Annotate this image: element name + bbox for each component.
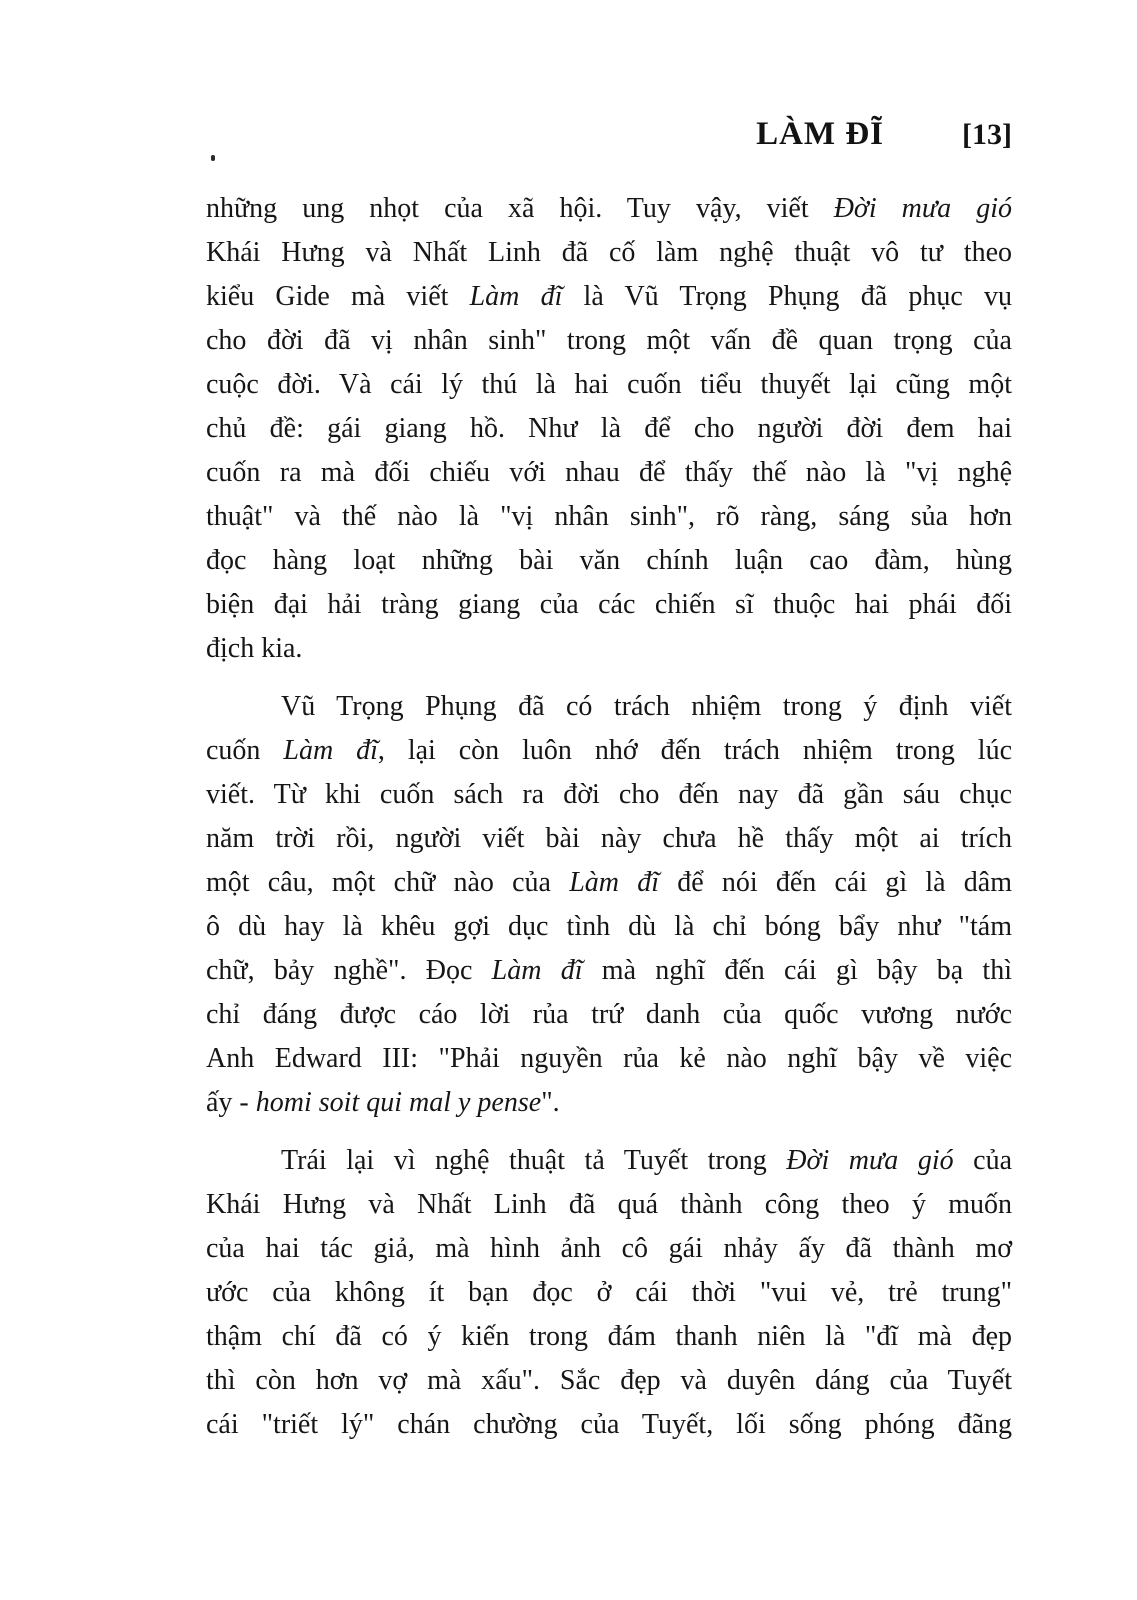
text-line <box>206 905 1012 949</box>
text-line <box>206 627 1012 671</box>
text-line <box>206 319 1012 363</box>
text-segment: mà nghĩ đến cái gì bậy bạ thì <box>582 955 1012 986</box>
text-line <box>206 861 1012 905</box>
page-header <box>206 116 1012 153</box>
text-segment: chủ đề: gái giang hồ. Như là để cho người đời đem hai <box>206 413 1012 444</box>
text-line <box>206 539 1012 583</box>
text-line <box>206 1359 1012 1403</box>
text-segment: cuộc đời. Và cái lý thú là hai cuốn tiểu thuyết lại cũng một <box>206 369 1012 400</box>
text-segment: địch kia. <box>206 633 303 664</box>
text-line <box>206 231 1012 275</box>
text-segment: cái "triết lý" chán chường của Tuyết, lối sống phóng đãng <box>206 1409 1012 1440</box>
text-segment: chữ, bảy nghề". Đọc <box>206 955 492 986</box>
text-line <box>206 187 1012 231</box>
text-line <box>206 773 1012 817</box>
text-segment: , lại còn luôn nhớ đến trách nhiệm trong lúc <box>377 735 1012 766</box>
text-segment: của hai tác giả, mà hình ảnh cô gái nhảy ấy đã thành mơ <box>206 1233 1012 1264</box>
text-segment: viết. Từ khi cuốn sách ra đời cho đến nay đã gần sáu chục <box>206 779 1012 810</box>
text-segment: Vũ Trọng Phụng đã có trách nhiệm trong ý định viết <box>281 691 1012 722</box>
text-line <box>206 451 1012 495</box>
text-line <box>206 1403 1012 1447</box>
text-line <box>206 949 1012 993</box>
italic-title-segment: Làm đĩ <box>569 867 659 898</box>
text-segment: ước của không ít bạn đọc ở cái thời "vui vẻ, trẻ trung" <box>206 1277 1012 1308</box>
text-segment: Khái Hưng và Nhất Linh đã quá thành công theo ý muốn <box>206 1189 1012 1220</box>
italic-title-segment: Làm đĩ <box>469 281 563 312</box>
paragraph <box>206 685 1012 1125</box>
italic-title-segment: Làm đĩ <box>283 735 378 766</box>
scan-artifact-dot <box>211 155 215 161</box>
running-title: LÀM ĐĨ <box>756 116 885 152</box>
text-segment: Khái Hưng và Nhất Linh đã cố làm nghệ thuật vô tư theo <box>206 237 1012 268</box>
text-line <box>206 729 1012 773</box>
italic-title-segment: Đời mưa gió <box>786 1145 954 1176</box>
text-line <box>206 583 1012 627</box>
text-segment: ô dù hay là khêu gợi dục tình dù là chỉ bóng bẩy như "tám <box>206 911 1012 942</box>
text-line <box>206 275 1012 319</box>
text-segment: thuật" và thế nào là "vị nhân sinh", rõ ràng, sáng sủa hơn <box>206 501 1012 532</box>
text-segment: để nói đến cái gì là dâm <box>658 867 1012 898</box>
text-line <box>206 1081 1012 1125</box>
text-segment: của <box>953 1145 1013 1176</box>
text-line <box>206 1037 1012 1081</box>
text-segment: thì còn hơn vợ mà xấu". Sắc đẹp và duyên dáng của Tuyết <box>206 1365 1012 1396</box>
text-segment: biện đại hải tràng giang của các chiến sĩ thuộc hai phái đối <box>206 589 1012 620</box>
text-segment: cuốn ra mà đối chiếu với nhau để thấy thế nào là "vị nghệ <box>206 457 1012 488</box>
text-line <box>206 495 1012 539</box>
text-segment: thậm chí đã có ý kiến trong đám thanh niên là "đĩ mà đẹp <box>206 1321 1012 1352</box>
text-line <box>206 1271 1012 1315</box>
italic-title-segment: homi soit qui mal y pense <box>255 1087 542 1118</box>
text-segment: cho đời đã vị nhân sinh" trong một vấn đề quan trọng của <box>206 325 1012 356</box>
text-segment: là Vũ Trọng Phụng đã phục vụ <box>562 281 1012 312</box>
text-line <box>206 407 1012 451</box>
text-line <box>206 1183 1012 1227</box>
paragraph <box>206 187 1012 671</box>
text-segment: ấy - <box>206 1087 256 1118</box>
text-line <box>206 817 1012 861</box>
text-segment: chỉ đáng được cáo lời rủa trứ danh của quốc vương nước <box>206 999 1012 1030</box>
text-line <box>206 1139 1012 1183</box>
text-line <box>206 685 1012 729</box>
text-segment: cuốn <box>206 735 284 766</box>
paragraph <box>206 1139 1012 1447</box>
text-segment: năm trời rồi, người viết bài này chưa hề thấy một ai trích <box>206 823 1012 854</box>
page-number: [13] <box>962 118 1012 151</box>
text-line <box>206 1315 1012 1359</box>
text-segment: ". <box>541 1087 560 1118</box>
page-body <box>206 187 1012 1447</box>
text-segment: đọc hàng loạt những bài văn chính luận cao đàm, hùng <box>206 545 1012 576</box>
text-segment: một câu, một chữ nào của <box>206 867 570 898</box>
italic-title-segment: Làm đĩ <box>491 955 583 986</box>
text-line <box>206 1227 1012 1271</box>
italic-title-segment: Đời mưa gió <box>833 193 1013 224</box>
text-segment: Trái lại vì nghệ thuật tả Tuyết trong <box>281 1145 787 1176</box>
text-line <box>206 993 1012 1037</box>
text-line <box>206 363 1012 407</box>
text-segment: những ung nhọt của xã hội. Tuy vậy, viết <box>206 193 834 224</box>
text-segment: Anh Edward III: "Phải nguyền rủa kẻ nào nghĩ bậy về việc <box>206 1043 1012 1074</box>
text-segment: kiểu Gide mà viết <box>206 281 470 312</box>
